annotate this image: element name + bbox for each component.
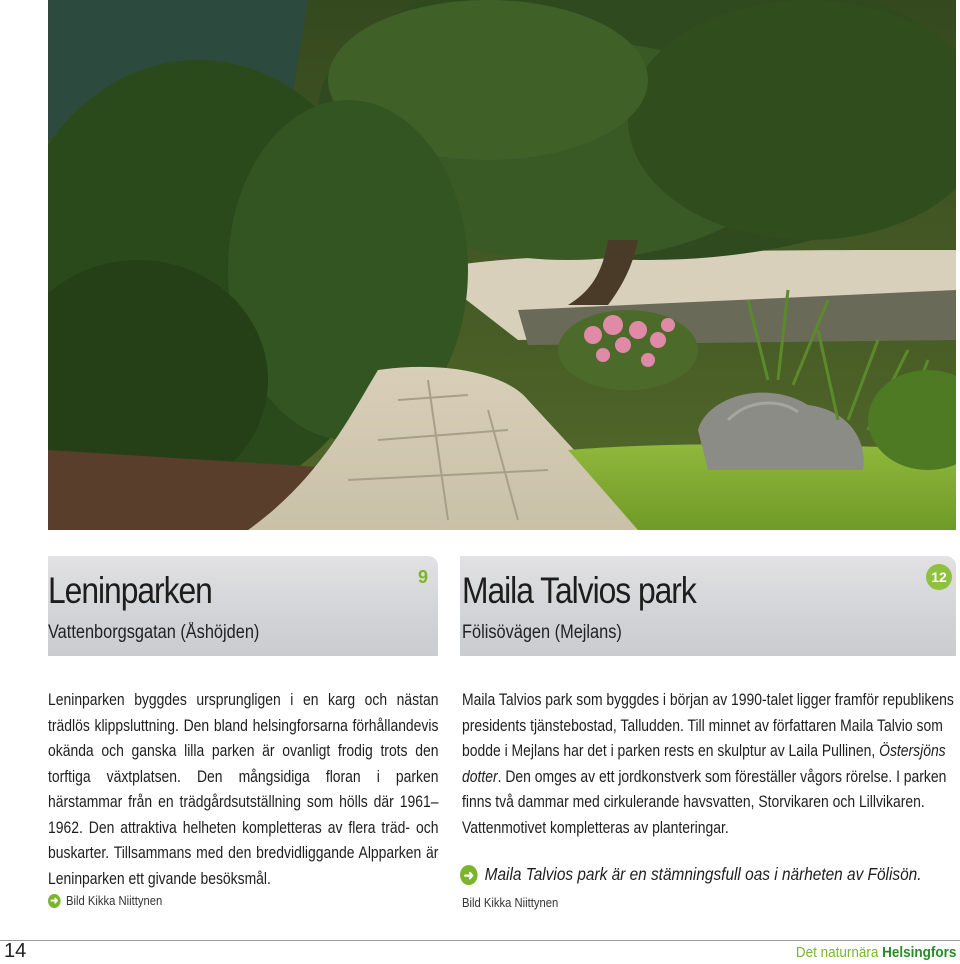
leninparken-paragraph: Leninparken byggdes ursprungligen i en karg och nästan trädlös klippsluttning. Den bland helsingforsarna förhållandevis okända och ganska lilla parken är ovanligt frodig trots den torftiga växtplatsen. Den mångsidiga floran i parken härstammar från en trädgårdsutställning som hölls där 1961–1962. Den attraktiva helheten kompletteras av flera träd- och buskarter. Tillsammans med den bredvidliggande Alpparken är Leninparken ett givande besöksmål. xyxy=(48,691,439,888)
park-photo xyxy=(48,0,956,530)
maila-talvios-highlight-text: Maila Talvios park är en stämningsfull oas i närheten av Fölisön. xyxy=(484,864,922,884)
page-number: 14 xyxy=(4,940,27,962)
arrow-right-circle-icon: ➜ xyxy=(460,865,478,885)
arrow-right-circle-icon: ➜ xyxy=(48,894,61,908)
leninparken-header xyxy=(48,556,438,656)
maila-talvios-paragraph-part1: Maila Talvios park som byggdes i början av 1990-talet ligger framför republikens presidents tjänstebostad, Talludden. Till minnet av författaren Maila Talvio som bodde i Mejlans har det i parken rests en skulptur av Laila Pullinen, xyxy=(462,691,954,760)
maila-talvios-title: Maila Talvios park xyxy=(462,570,696,611)
leninparken-address: Vattenborgsgatan (Åshöjden) xyxy=(48,622,260,643)
maila-talvios-description xyxy=(462,688,957,841)
leninparken-photo-credit xyxy=(48,894,162,908)
footer-divider xyxy=(0,940,960,941)
maila-talvios-paragraph xyxy=(462,688,957,841)
leninparken-number-badge: 9 xyxy=(417,566,428,587)
leninparken-description xyxy=(48,688,438,892)
maila-talvios-photo-credit xyxy=(462,896,558,910)
maila-talvios-credit-text: Bild Kikka Niittynen xyxy=(462,896,559,910)
leninparken-title: Leninparken xyxy=(48,570,212,611)
publication-title-part2: Helsingfors xyxy=(881,944,956,961)
maila-talvios-address: Fölisövägen (Mejlans) xyxy=(462,622,622,643)
maila-talvios-paragraph-part2: . Den omges av ett jordkonstverk som föreställer vågors rörelse. I parken finns två dammar med cirkulerande havsvatten, Storvikaren och Lillvikaren. Vattenmotivet kompletteras av planteringar. xyxy=(462,767,947,837)
leninparken-credit-text: Bild Kikka Niittynen xyxy=(66,894,163,908)
publication-title-part1: Det naturnära xyxy=(795,944,882,961)
maila-talvios-highlight xyxy=(460,864,921,885)
maila-talvios-number-badge: 12 xyxy=(926,564,952,590)
maila-talvios-header xyxy=(460,556,956,656)
sculpture-name: Östersjöns dotter xyxy=(462,742,946,786)
publication-title xyxy=(795,944,956,961)
